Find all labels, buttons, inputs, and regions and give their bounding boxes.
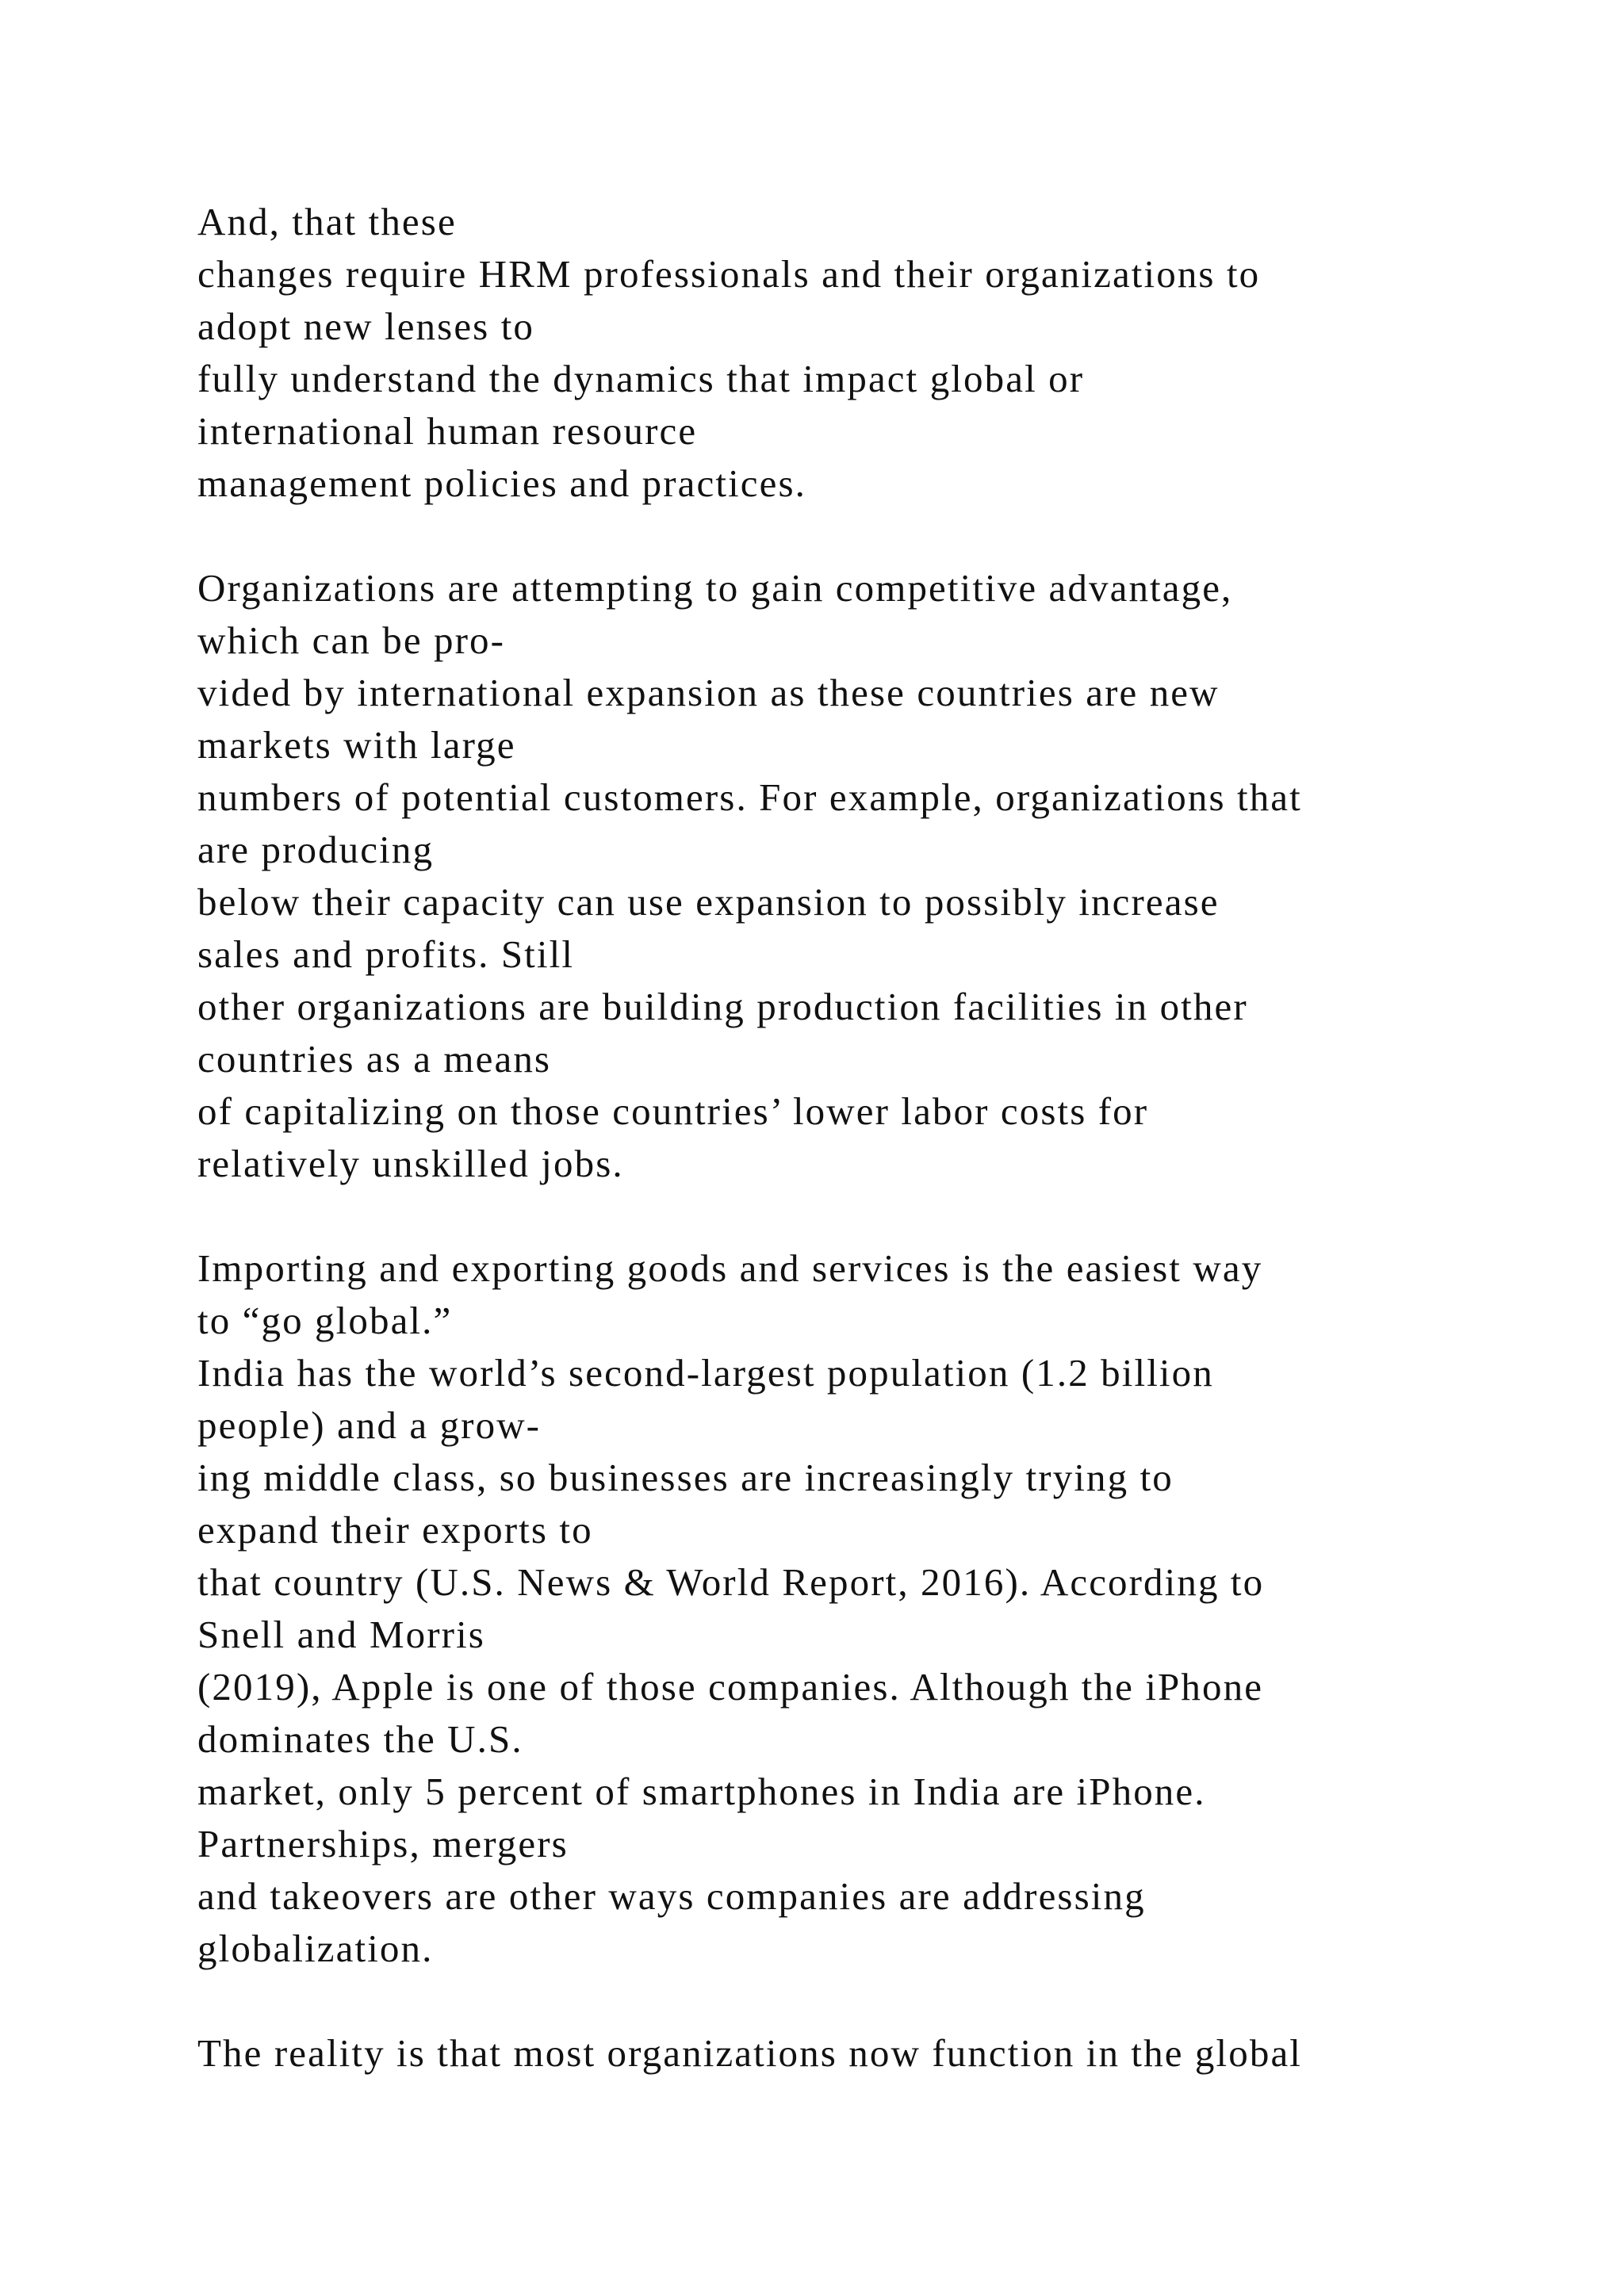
text-line: to “go global.” — [197, 1299, 453, 1342]
text-line: sales and profits. Still — [197, 932, 575, 976]
text-line: Importing and exporting goods and services is the easiest way — [197, 1246, 1263, 1290]
document-body — [197, 196, 1545, 2080]
text-line: and takeovers are other ways companies are addressing — [197, 1874, 1146, 1918]
text-line: numbers of potential customers. For example, organizations that — [197, 775, 1302, 819]
text-line: which can be pro- — [197, 618, 506, 662]
text-line: Organizations are attempting to gain competitive advantage, — [197, 566, 1233, 610]
paragraph — [197, 1242, 1545, 1975]
text-line: of capitalizing on those countries’ lower labor costs for — [197, 1089, 1149, 1133]
text-line: Partnerships, mergers — [197, 1822, 569, 1866]
text-line: fully understand the dynamics that impact global or — [197, 357, 1085, 400]
text-line: international human resource — [197, 409, 698, 453]
text-line: changes require HRM professionals and their organizations to — [197, 252, 1261, 296]
text-line: India has the world’s second-largest population (1.2 billion — [197, 1351, 1214, 1395]
paragraph — [197, 196, 1545, 510]
text-line: ing middle class, so businesses are increasingly trying to — [197, 1456, 1174, 1499]
text-line: countries as a means — [197, 1037, 552, 1081]
text-line: (2019), Apple is one of those companies. Although the iPhone — [197, 1665, 1264, 1709]
text-line: other organizations are building production facilities in other — [197, 985, 1248, 1028]
text-line: below their capacity can use expansion to possibly increase — [197, 880, 1220, 924]
paragraph-gap — [197, 510, 1545, 562]
text-line: And, that these — [197, 200, 457, 243]
text-line: are producing — [197, 828, 435, 871]
text-line: relatively unskilled jobs. — [197, 1142, 624, 1185]
paragraph-gap — [197, 1190, 1545, 1242]
text-line: adopt new lenses to — [197, 304, 535, 348]
text-line: that country (U.S. News & World Report, 2016). According to — [197, 1560, 1265, 1604]
text-line: vided by international expansion as these countries are new — [197, 671, 1220, 714]
text-line: market, only 5 percent of smartphones in India are iPhone. — [197, 1770, 1206, 1813]
paragraph — [197, 2027, 1545, 2080]
text-line: expand their exports to — [197, 1508, 593, 1552]
paragraph-gap — [197, 1975, 1545, 2027]
text-line: people) and a grow- — [197, 1403, 542, 1447]
text-line: markets with large — [197, 723, 516, 767]
text-line: management policies and practices. — [197, 461, 806, 505]
text-line: The reality is that most organizations now function in the global — [197, 2031, 1303, 2075]
text-line: globalization. — [197, 1927, 434, 1970]
text-line: Snell and Morris — [197, 1613, 485, 1656]
paragraph — [197, 562, 1545, 1190]
text-line: dominates the U.S. — [197, 1717, 523, 1761]
